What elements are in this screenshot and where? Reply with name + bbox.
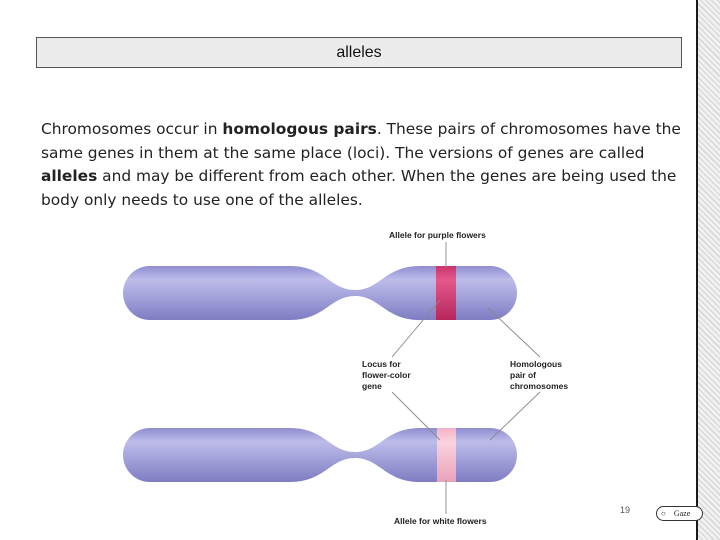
body-segment-1: Chromosomes occur in — [41, 120, 223, 138]
label-locus-line-1: Locus for — [362, 359, 401, 369]
slide-nav-button[interactable] — [656, 506, 703, 521]
nav-label: Gaze — [673, 509, 691, 518]
label-locus-line-3: gene — [362, 381, 382, 391]
chromosome-bottom-body — [123, 428, 517, 482]
label-homologous-line-1: Homologous — [510, 359, 562, 369]
circle-icon: ○ — [661, 509, 666, 518]
purple-allele-band — [436, 260, 456, 326]
body-term-alleles: alleles — [41, 167, 98, 185]
leader-homologous-top — [488, 308, 540, 357]
body-term-homologous-pairs: homologous pairs — [222, 120, 377, 138]
page-number: 19 — [620, 505, 631, 515]
body-segment-3: . These pairs of chromosomes have the same genes in them at the same place (loci). The versions of genes are called — [41, 120, 681, 162]
chromosome-bottom — [123, 422, 517, 488]
white-allele-band — [437, 422, 456, 488]
label-homologous-line-2: pair of — [510, 370, 536, 380]
leader-homologous-bottom — [490, 392, 540, 440]
label-white-allele: Allele for white flowers — [394, 516, 487, 526]
body-segment-5: and may be different from each other. When the genes are being used the body only needs to use one of the alleles. — [41, 167, 677, 209]
slide-title: alleles — [336, 43, 382, 61]
label-purple-allele: Allele for purple flowers — [389, 230, 486, 240]
label-homologous-line-3: chromosomes — [510, 381, 569, 391]
chromosome-top-body — [123, 266, 517, 320]
chromosome-top — [123, 260, 517, 326]
label-locus-line-2: flower-color — [362, 370, 411, 380]
